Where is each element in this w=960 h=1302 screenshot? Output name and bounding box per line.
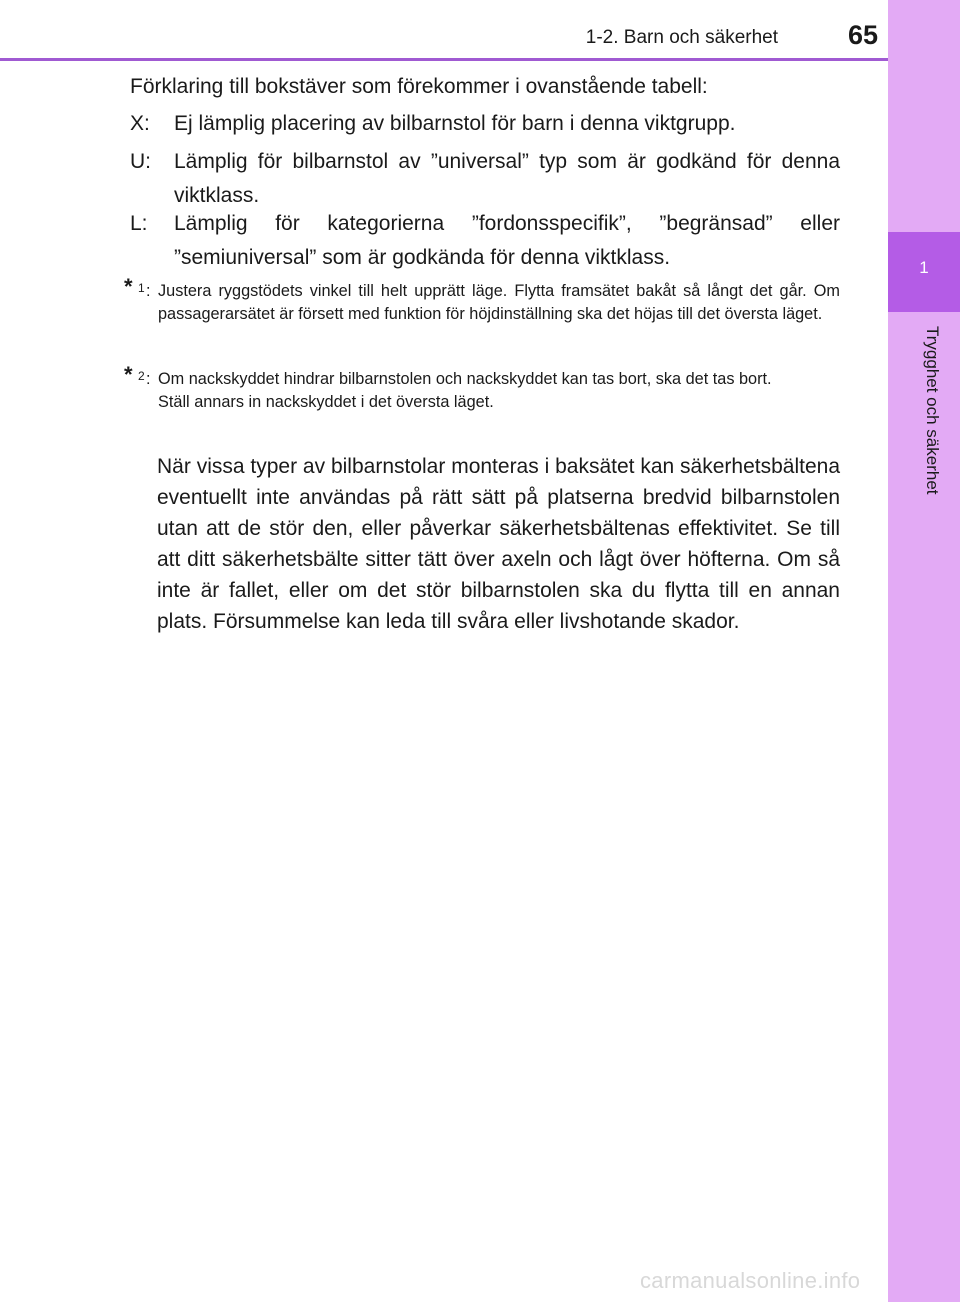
footnote-number: 2 bbox=[138, 369, 145, 383]
footnote-asterisk: * bbox=[124, 274, 133, 299]
side-tab bbox=[888, 0, 960, 1302]
chapter-tab bbox=[888, 232, 960, 312]
watermark: carmanualsonline.info bbox=[640, 1268, 861, 1293]
legend-text: Lämplig för kategorierna ”fordonsspecifik”, ”begränsad” eller ”semiuniversal” som är godkända för denna viktklass. bbox=[174, 212, 840, 269]
page-number: 65 bbox=[847, 20, 878, 50]
section-title: 1-2. Barn och säkerhet bbox=[585, 27, 778, 48]
legend-item-u bbox=[130, 145, 840, 213]
footnote-text: Om nackskyddet hindrar bilbarnstolen och nackskyddet kan tas bort, ska det tas bort. bbox=[158, 370, 772, 388]
chapter-label: Trygghet och säkerhet bbox=[923, 326, 942, 495]
page-header bbox=[0, 0, 888, 58]
legend-key: X: bbox=[130, 112, 150, 135]
legend-key: U: bbox=[130, 150, 151, 173]
footnote-colon: : bbox=[146, 370, 151, 388]
legend-text: Ej lämplig placering av bilbarnstol för barn i denna viktgrupp. bbox=[174, 112, 736, 135]
legend-item-x bbox=[130, 107, 840, 141]
seatbelt-warning-paragraph: När vissa typer av bilbarnstolar monteras i baksätet kan säkerhetsbältena eventuellt inte användas på rätt sätt på platserna bredvid bilbarnstolen utan att de stör den, eller påverkar säkerhetsbältenas effektivitet. Se till att ditt säkerhetsbälte sitter tätt över axeln och lågt över höfterna. Om så inte är fallet, eller om det stör bilbarnstolen ska du flytta till en annan plats. Försummelse kan leda till svåra eller livshotande skador. bbox=[157, 455, 840, 633]
legend-intro: Förklaring till bokstäver som förekommer i ovanstående tabell: bbox=[130, 75, 708, 98]
legend-text: Lämplig för bilbarnstol av ”universal” typ som är godkänd för denna viktklass. bbox=[174, 150, 840, 207]
footnote-2 bbox=[124, 362, 840, 413]
legend-item-l bbox=[130, 207, 840, 275]
chapter-number: 1 bbox=[919, 258, 929, 277]
header-divider bbox=[0, 58, 888, 61]
footnote-number: 1 bbox=[138, 281, 145, 295]
footnote-1 bbox=[124, 274, 840, 325]
footnote-asterisk: * bbox=[124, 362, 133, 387]
legend-key: L: bbox=[130, 212, 148, 235]
footnote-text: Justera ryggstödets vinkel till helt upprätt läge. Flytta framsätet bakåt så långt det går. Om passagerarsätet är försett med funktion för höjdinställning ska det höjas till det översta läget. bbox=[158, 282, 840, 323]
footnote-text-continued: Ställ annars in nackskyddet i det översta läget. bbox=[158, 392, 494, 411]
footnote-colon: : bbox=[146, 282, 151, 300]
